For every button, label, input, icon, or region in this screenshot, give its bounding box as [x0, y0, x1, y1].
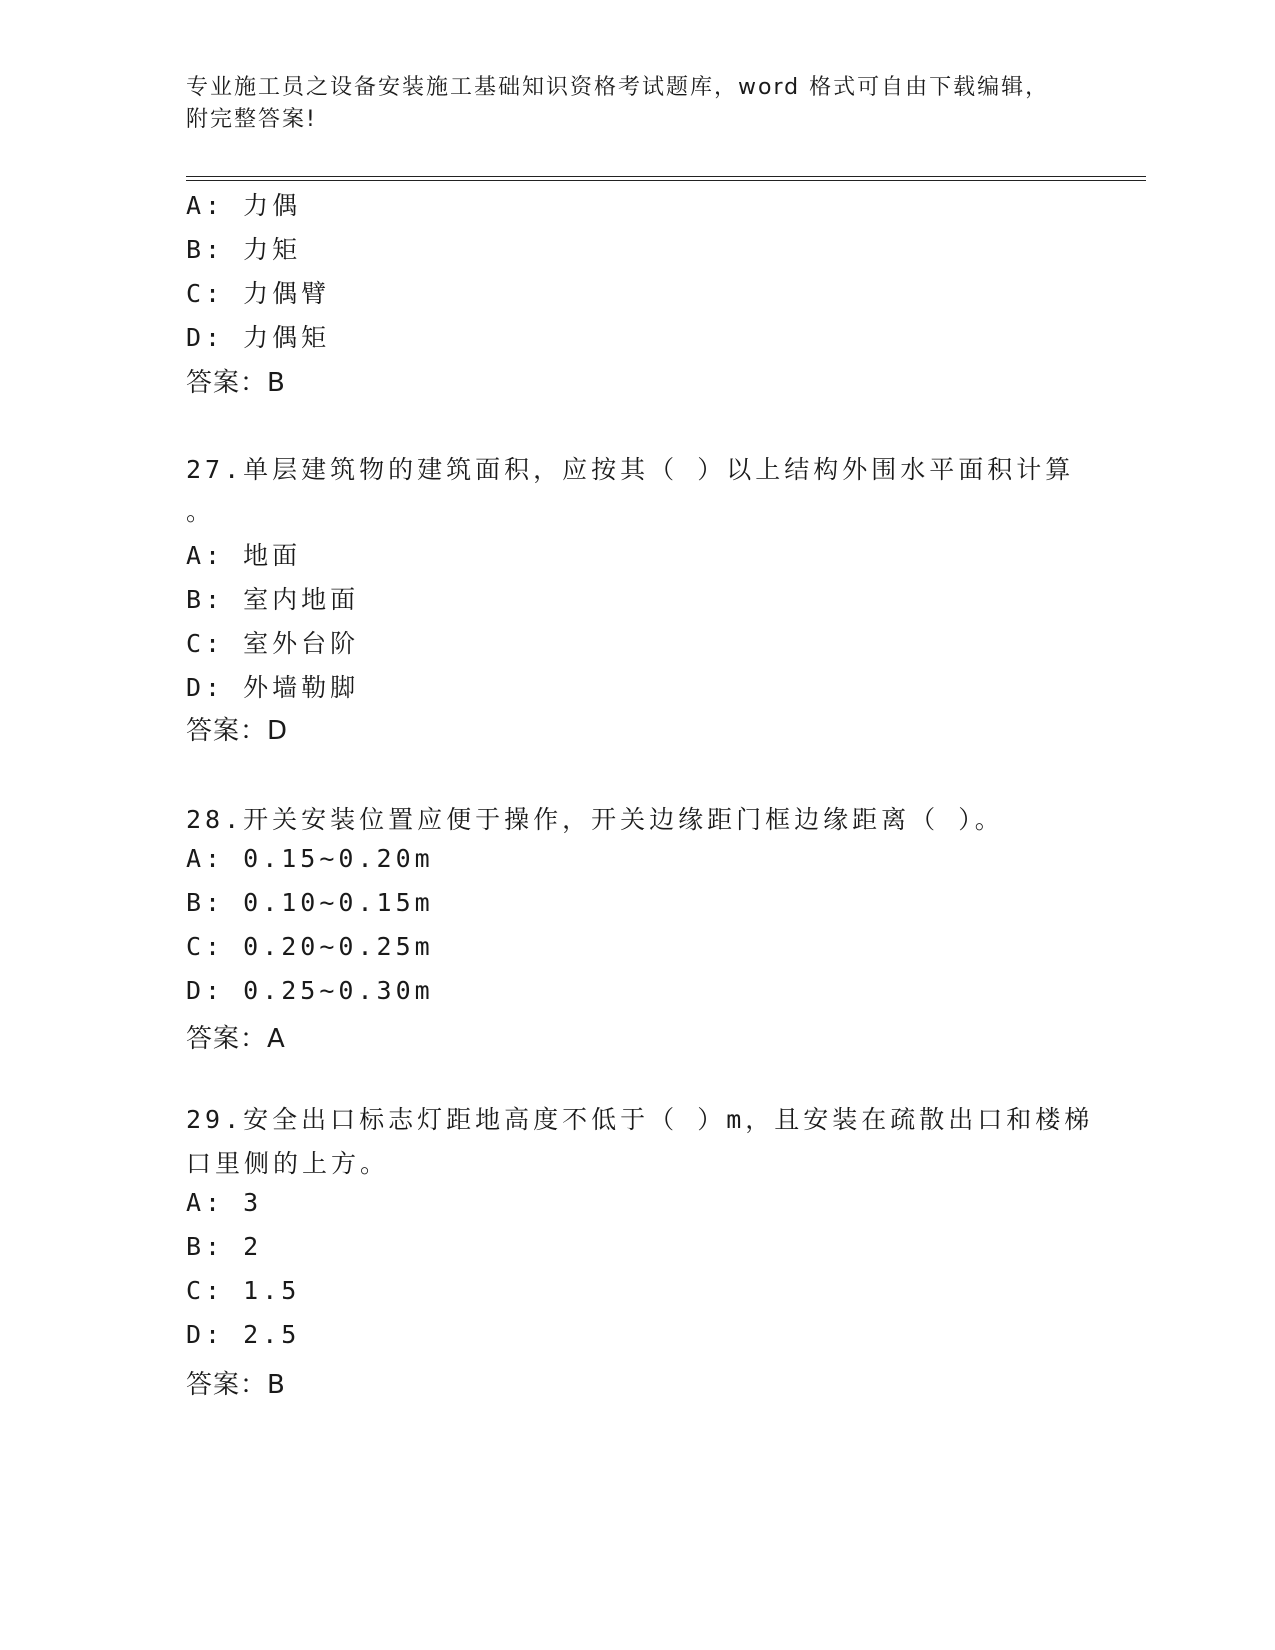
option-c: C: 0.20~0.25m: [186, 932, 434, 961]
option-a: A: 地面: [186, 541, 302, 570]
option-a: A: 3: [186, 1188, 263, 1217]
answer: 答案：D: [186, 716, 289, 746]
answer: 答案：B: [186, 1370, 286, 1400]
option-a: A: 0.15~0.20m: [186, 844, 434, 873]
option-c: C: 室外台阶: [186, 629, 360, 658]
question-stem-cont: 口里侧的上方。: [186, 1149, 390, 1178]
option-d: D: 0.25~0.30m: [186, 976, 434, 1005]
document-header: [186, 72, 1086, 136]
option-c: C: 力偶臂: [186, 279, 331, 308]
option-d: D: 2.5: [186, 1320, 301, 1349]
answer: 答案：B: [186, 368, 286, 398]
option-d: D: 外墙勒脚: [186, 673, 360, 702]
question-stem: 29.安全出口标志灯距地高度不低于（ ）m，且安装在疏散出口和楼梯: [186, 1105, 1094, 1134]
header-line-1: 专业施工员之设备安装施工基础知识资格考试题库，word 格式可自由下载编辑，: [186, 75, 1050, 100]
question-stem: 28.开关安装位置应便于操作，开关边缘距门框边缘距离（ ）。: [186, 805, 1004, 834]
option-b: B: 2: [186, 1232, 263, 1261]
option-b: B: 室内地面: [186, 585, 360, 614]
question-stem: 27.单层建筑物的建筑面积，应按其（ ）以上结构外围水平面积计算: [186, 455, 1075, 484]
header-divider: [186, 176, 1146, 181]
answer: 答案：A: [186, 1024, 286, 1054]
option-a: A: 力偶: [186, 191, 302, 220]
option-b: B: 力矩: [186, 235, 302, 264]
option-c: C: 1.5: [186, 1276, 301, 1305]
header-line-2: 附完整答案!: [186, 107, 317, 132]
question-stem-cont: 。: [186, 497, 216, 526]
option-b: B: 0.10~0.15m: [186, 888, 434, 917]
option-d: D: 力偶矩: [186, 323, 331, 352]
